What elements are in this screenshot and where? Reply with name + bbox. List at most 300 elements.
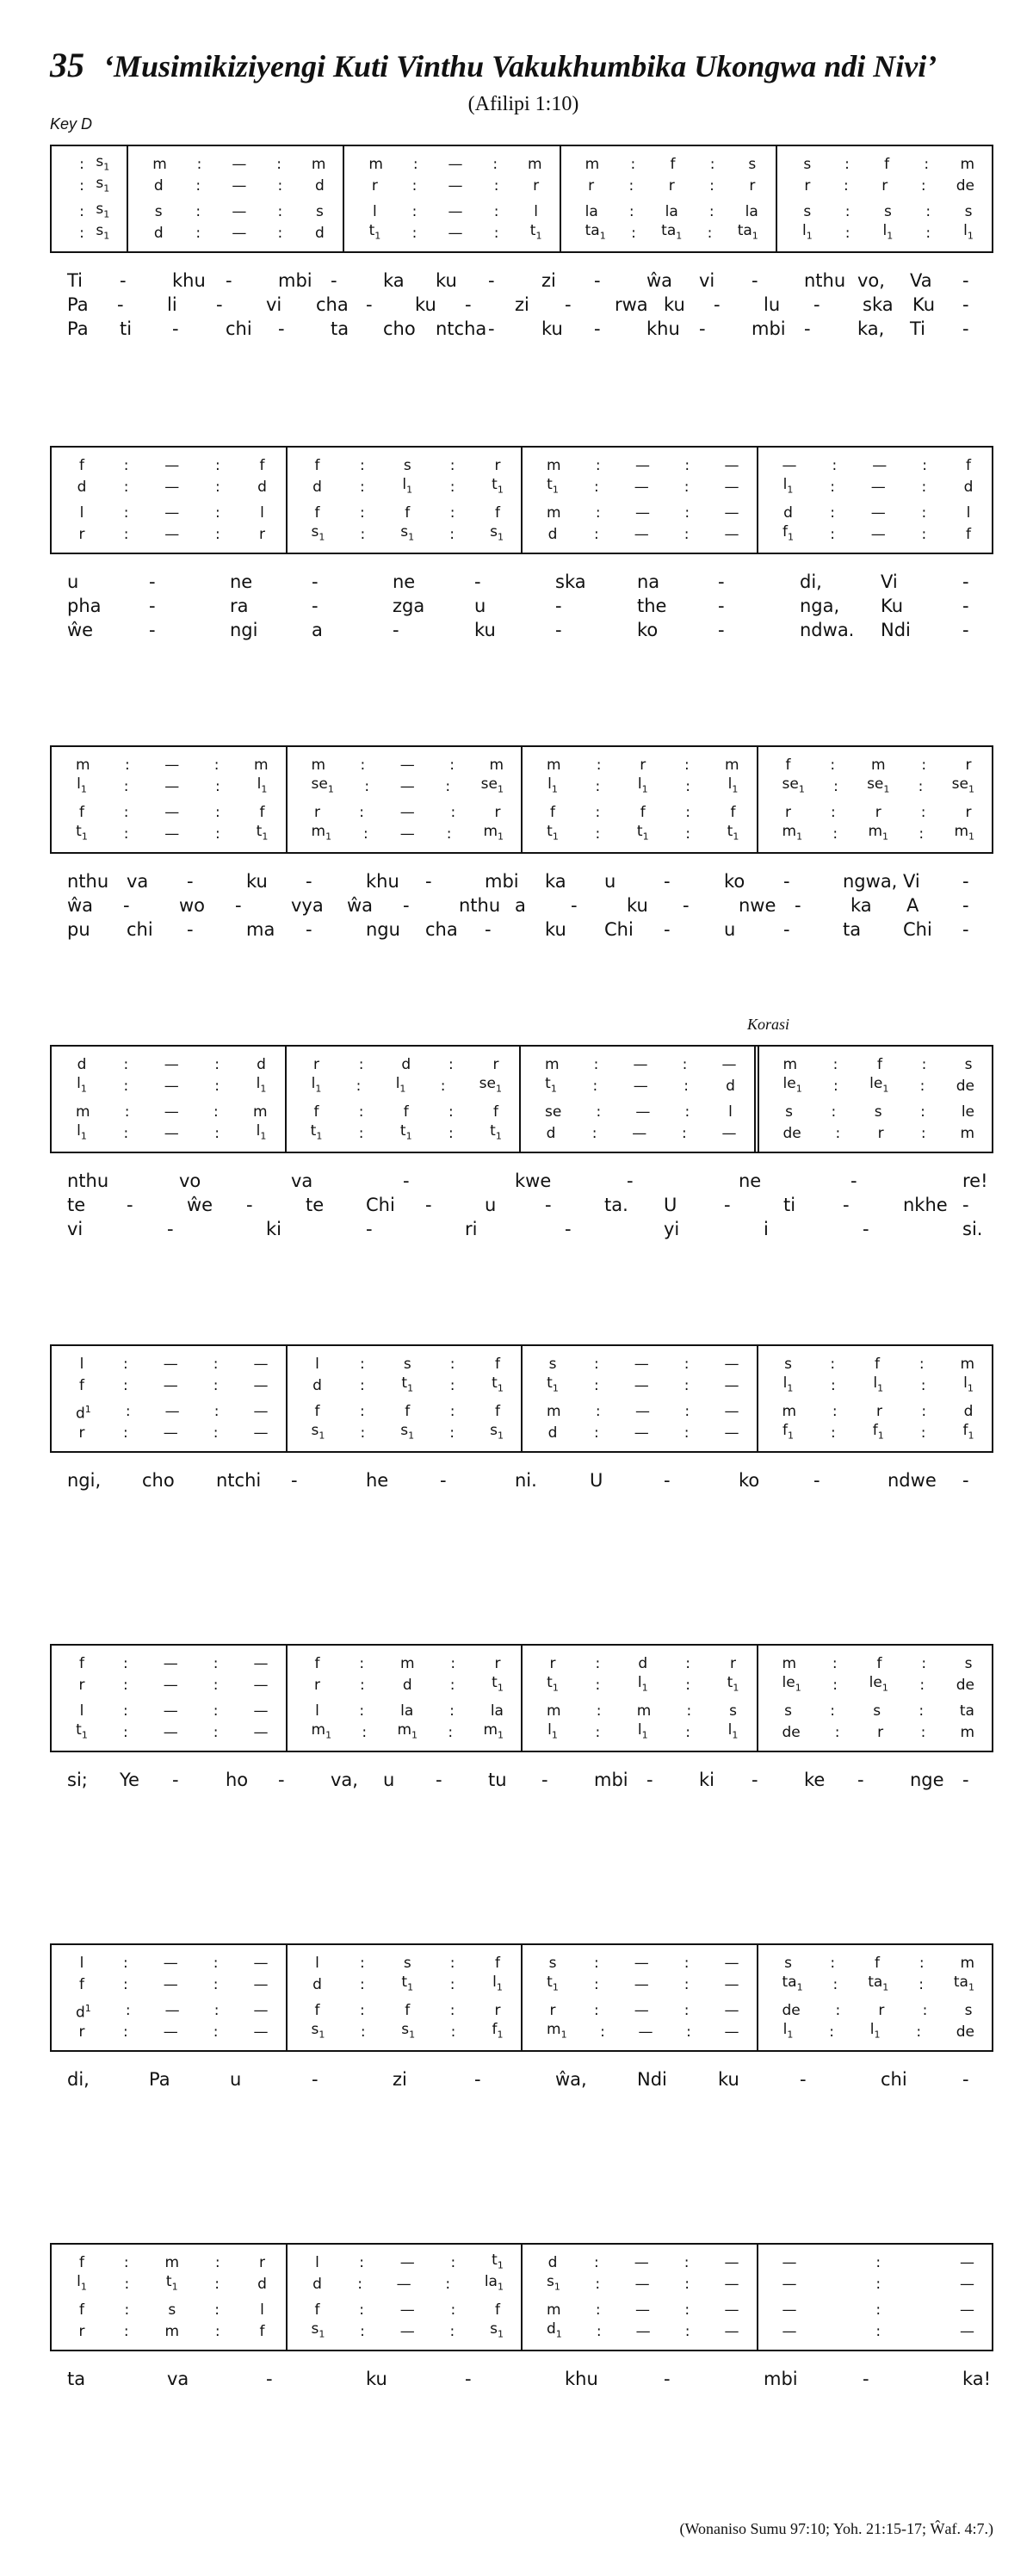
solfa-note: de xyxy=(782,1125,801,1142)
beat-colon: : xyxy=(875,2276,881,2293)
solfa-note: $t_1$ xyxy=(399,1121,412,1142)
hyphen: - xyxy=(149,596,156,616)
voice-line xyxy=(52,1720,286,1742)
syllable: zga xyxy=(393,596,425,616)
hyphen: - xyxy=(813,294,820,315)
solfa-note: $se_1$ xyxy=(480,775,504,795)
solfa-note: f xyxy=(874,1955,880,1972)
voice-line xyxy=(758,1702,993,1720)
voice-line xyxy=(758,456,993,475)
beat-colon: : xyxy=(844,156,850,173)
solfa-note: l xyxy=(966,504,971,522)
beat-colon: : xyxy=(215,479,220,496)
beat-colon: : xyxy=(123,1976,128,1993)
solfa-note: $t_1$ xyxy=(547,475,559,496)
beat-colon: : xyxy=(360,2323,365,2340)
solfa-note: — xyxy=(782,2301,797,2319)
hyphen: - xyxy=(117,294,124,315)
solfa-note: $le_1$ xyxy=(869,1074,889,1095)
syllable: tu xyxy=(488,1770,507,1790)
solfa-note: m xyxy=(547,1702,561,1720)
lyric-line xyxy=(67,1195,980,1219)
solfa-note: — xyxy=(724,2276,739,2293)
beat-colon: : xyxy=(594,1976,599,1993)
beat-colon: : xyxy=(685,804,690,821)
solfa-note: r xyxy=(549,2002,556,2019)
solfa-note: r xyxy=(749,177,756,195)
syllable: u xyxy=(67,571,79,592)
syllable: kwe xyxy=(515,1171,552,1191)
lyric-line xyxy=(67,2069,980,2093)
measure xyxy=(52,2245,288,2350)
beat-colon: : xyxy=(123,1424,128,1442)
solfa-note: d xyxy=(312,1377,322,1394)
voice-line xyxy=(523,1402,757,1421)
syllable: te xyxy=(306,1195,325,1215)
solfa-note: — xyxy=(960,2301,974,2319)
voice-line xyxy=(288,822,522,843)
beat-colon: : xyxy=(921,1655,927,1672)
lyric-line xyxy=(67,871,980,895)
solfa-note: d xyxy=(783,504,793,522)
beat-colon: : xyxy=(684,526,690,543)
beat-colon: : xyxy=(875,2254,881,2271)
syllable: Chi xyxy=(366,1195,395,1215)
measure xyxy=(288,2245,523,2350)
voice-line xyxy=(523,1720,757,1742)
syllable: ki xyxy=(266,1219,281,1239)
syllable: ta xyxy=(331,318,349,339)
measure xyxy=(344,146,560,251)
lower-voices xyxy=(52,202,127,243)
solfa-note: $s_1$ xyxy=(547,2272,560,2293)
voice-line xyxy=(758,822,993,843)
solfa-note: l xyxy=(260,504,264,522)
syllable: vo xyxy=(179,1171,201,1191)
measure xyxy=(523,1346,758,1451)
voice-line xyxy=(758,2001,993,2020)
solfa-note: — xyxy=(960,2276,974,2293)
solfa-note: — xyxy=(164,504,180,522)
upper-voices xyxy=(521,1055,754,1096)
beat-colon: : xyxy=(830,504,835,522)
solfa-note: — xyxy=(634,2276,650,2293)
solfa-note: $l_1$ xyxy=(492,1973,503,1993)
beat-colon: : xyxy=(360,2002,365,2019)
beat-colon: : xyxy=(360,504,365,522)
solfa-note: m xyxy=(782,1403,797,1420)
hyphen: - xyxy=(804,318,811,339)
beat-colon: : xyxy=(684,2301,690,2319)
syllable: nthu xyxy=(804,270,846,291)
beat-colon: : xyxy=(835,2002,841,2019)
solfa-note: $l_1$ xyxy=(963,1374,974,1394)
hyphen: - xyxy=(331,270,337,291)
lower-voices xyxy=(777,202,992,243)
syllable: a xyxy=(312,620,323,640)
beat-colon: : xyxy=(360,1677,365,1694)
voice-line xyxy=(52,1654,286,1673)
measure xyxy=(523,747,758,852)
beat-colon: : xyxy=(630,156,636,173)
solfa-note: $t_1$ xyxy=(165,2272,178,2293)
beat-colon: : xyxy=(684,1103,690,1121)
solfa-note: — xyxy=(232,156,247,173)
solfa-note: f xyxy=(495,1356,500,1373)
hyphen: - xyxy=(246,1195,253,1215)
solfa-note: $s_1$ xyxy=(400,1421,415,1442)
solfa-note: l xyxy=(79,504,84,522)
syllable: Pa xyxy=(67,318,89,339)
solfa-note: — xyxy=(634,526,649,543)
beat-colon: : xyxy=(707,225,713,242)
beat-colon: : xyxy=(215,778,220,795)
upper-voices xyxy=(523,1954,757,1994)
beat-colon: : xyxy=(832,1976,838,1993)
beat-colon: : xyxy=(123,825,129,843)
syllable: ndwe xyxy=(888,1470,937,1491)
solfa-note: la xyxy=(745,203,758,220)
beat-colon: : xyxy=(449,2002,455,2019)
solfa-note: l xyxy=(728,1103,733,1121)
beat-colon: : xyxy=(360,1403,365,1420)
syllable: ku xyxy=(246,871,268,892)
solfa-note: f xyxy=(79,2301,84,2319)
lyric-line xyxy=(67,1171,988,1195)
beat-colon: : xyxy=(123,1125,129,1142)
beat-colon: : xyxy=(214,2323,220,2340)
solfa-note: $t_1$ xyxy=(76,822,88,843)
solfa-note: s xyxy=(803,203,812,220)
solfa-note: $s_1$ xyxy=(96,200,110,220)
solfa-note: $t_1$ xyxy=(727,822,739,843)
syllable: ngu xyxy=(366,919,400,940)
syllable: ku xyxy=(545,919,566,940)
solfa-note: f xyxy=(405,504,411,522)
upper-voices xyxy=(758,756,993,796)
beat-colon: : xyxy=(593,1056,599,1073)
hyphen: - xyxy=(488,270,495,291)
solfa-note: $l_1$ xyxy=(256,1074,267,1095)
measure xyxy=(52,1945,288,2050)
voice-line xyxy=(52,777,286,796)
solfa-note: l xyxy=(79,1702,84,1720)
syllable: lu xyxy=(764,294,781,315)
lyric-line xyxy=(67,1470,980,1494)
beat-colon: : xyxy=(595,1403,601,1420)
voice-line xyxy=(523,1975,757,1994)
voice-line xyxy=(758,522,993,544)
solfa-note: f xyxy=(79,804,84,821)
measure xyxy=(759,1047,993,1152)
solfa-note: f xyxy=(259,804,265,821)
hyphen: - xyxy=(393,620,399,640)
beat-colon: : xyxy=(682,1056,688,1073)
syllable: u xyxy=(383,1770,395,1790)
solfa-note: r xyxy=(78,2023,85,2041)
beat-colon: : xyxy=(594,1424,599,1442)
beat-colon: : xyxy=(596,2323,602,2340)
hyphen: - xyxy=(172,1770,179,1790)
solfa-note: r xyxy=(588,177,595,195)
beat-colon: : xyxy=(213,2023,219,2041)
measure xyxy=(128,146,344,251)
solfa-note: — xyxy=(232,203,247,220)
solfa-note: f xyxy=(314,2301,320,2319)
solfa-note: $l_1$ xyxy=(727,775,739,795)
lower-voices xyxy=(344,202,559,243)
solfa-note: r xyxy=(878,2002,885,2019)
syllable: A xyxy=(906,895,919,916)
hyphen: - xyxy=(718,620,725,640)
solfa-note: m xyxy=(489,757,504,774)
beat-colon: : xyxy=(834,1724,840,1741)
lower-voices xyxy=(758,2301,993,2341)
beat-colon: : xyxy=(213,1976,219,1993)
solfa-note: $l_1$ xyxy=(801,221,813,242)
syllable: va xyxy=(291,1171,313,1191)
solfa-note: — xyxy=(164,1403,180,1420)
solfa-note: f xyxy=(670,156,676,173)
lower-voices xyxy=(759,1103,993,1143)
syllable: he xyxy=(366,1470,389,1491)
beat-colon: : xyxy=(684,1356,690,1373)
solfa-note: $l_1$ xyxy=(547,775,558,795)
hyphen: - xyxy=(664,1470,671,1491)
syllable: vo, xyxy=(857,270,885,291)
solfa-note: $s_1$ xyxy=(490,2320,504,2340)
upper-voices xyxy=(344,155,559,195)
beat-colon: : xyxy=(449,1424,455,1442)
solfa-note: $s_1$ xyxy=(311,2020,325,2041)
voice-line xyxy=(288,1720,522,1742)
voice-line xyxy=(523,525,757,544)
beat-colon: : xyxy=(215,526,220,543)
solfa-note: $s_1$ xyxy=(490,522,504,543)
solfa-note: m xyxy=(547,1403,561,1420)
lower-voices xyxy=(758,1402,993,1442)
voice-line xyxy=(52,221,127,243)
syllable: ska xyxy=(555,571,586,592)
beat-colon: : xyxy=(919,1702,925,1720)
voice-line xyxy=(288,1376,522,1395)
beat-colon: : xyxy=(215,504,220,522)
beat-colon: : xyxy=(919,1078,925,1095)
beat-colon: : xyxy=(364,778,370,795)
solfa-note: f xyxy=(314,504,320,522)
lower-voices xyxy=(523,2301,757,2341)
beat-colon: : xyxy=(276,156,281,173)
solfa-note: $l_1$ xyxy=(77,2272,87,2293)
beat-colon: : xyxy=(832,1056,838,1073)
solfa-note: f xyxy=(405,1403,411,1420)
voice-line xyxy=(287,1055,520,1074)
solfa-note: $ta_1$ xyxy=(737,221,758,242)
solfa-note: r xyxy=(881,177,888,195)
solfa-note: r xyxy=(494,2002,501,2019)
beat-colon: : xyxy=(449,1955,455,1972)
beat-colon: : xyxy=(843,177,849,195)
voice-line xyxy=(758,1975,993,1994)
solfa-note: — xyxy=(870,479,886,496)
syllable: ku xyxy=(664,294,685,315)
voice-line xyxy=(758,2020,993,2042)
syllable: re! xyxy=(962,1171,988,1191)
beat-colon: : xyxy=(591,1125,597,1142)
solfa-note: $s_1$ xyxy=(400,522,415,543)
beat-colon: : xyxy=(594,1356,599,1373)
beat-colon: : xyxy=(195,177,201,195)
beat-colon: : xyxy=(921,1056,927,1073)
solfa-note: $ta_1$ xyxy=(661,221,683,242)
solfa-note: — xyxy=(724,1377,739,1394)
syllable: ta xyxy=(67,2369,86,2389)
solfa-note: r xyxy=(78,2323,85,2340)
beat-colon: : xyxy=(448,1056,454,1073)
syllable: khu xyxy=(646,318,680,339)
solfa-note: r xyxy=(371,177,378,195)
solfa-note: la xyxy=(585,203,598,220)
solfa-note: $d^1$ xyxy=(76,1403,91,1423)
solfa-note: d xyxy=(257,1056,266,1073)
lyrics-block xyxy=(67,871,980,943)
solfa-note: $ta_1$ xyxy=(953,1973,974,1993)
solfa-note: $se_1$ xyxy=(311,775,334,795)
upper-voices xyxy=(288,1355,522,1395)
syllable: di, xyxy=(800,571,822,592)
beat-colon: : xyxy=(596,1103,602,1121)
beat-colon: : xyxy=(411,225,418,242)
score-system xyxy=(50,145,993,339)
syllable: mbi xyxy=(485,871,519,892)
solfa-note: r xyxy=(314,804,320,821)
syllable: pha xyxy=(67,596,102,616)
solfa-note: $l_1$ xyxy=(637,1673,648,1694)
upper-voices xyxy=(523,756,757,796)
beat-colon: : xyxy=(214,1056,220,1073)
beat-colon: : xyxy=(628,203,634,220)
voice-line xyxy=(287,1121,520,1143)
voice-line xyxy=(287,1103,520,1121)
voice-line xyxy=(758,2322,993,2341)
lower-voices xyxy=(52,1702,286,1742)
syllable: vya xyxy=(291,895,324,916)
song-number: 35 xyxy=(50,46,84,84)
syllable: ngi, xyxy=(67,1470,102,1491)
solfa-note: $l_1$ xyxy=(77,775,87,795)
beat-colon: : xyxy=(123,479,129,496)
beat-colon: : xyxy=(450,804,456,821)
beat-colon: : xyxy=(682,1125,687,1142)
voice-line xyxy=(523,2322,757,2341)
solfa-note: s xyxy=(964,203,973,220)
hyphen: - xyxy=(488,318,495,339)
beat-colon: : xyxy=(359,1655,365,1672)
solfa-note: — xyxy=(232,225,247,242)
solfa-note: $m_1$ xyxy=(483,1720,504,1741)
hyphen: - xyxy=(962,1470,969,1491)
hyphen: - xyxy=(857,1770,864,1790)
solfa-note: — xyxy=(632,1125,647,1142)
solfa-note: de xyxy=(782,2002,801,2019)
solfa-note: — xyxy=(163,1976,178,1993)
solfa-note: $s_1$ xyxy=(490,1421,504,1442)
solfa-note: $m_1$ xyxy=(954,822,974,843)
solfa-note: — xyxy=(164,526,180,543)
beat-colon: : xyxy=(412,156,418,173)
song-title: ‘Musimikiziyengi Kuti Vinthu Vakukhumbika Ukongwa ndi Nivi’ xyxy=(103,49,937,83)
solfa-note: — xyxy=(960,2254,974,2271)
voice-line xyxy=(288,1975,522,1994)
solfa-note: l xyxy=(373,203,377,220)
solfa-note: $le_1$ xyxy=(782,1673,801,1694)
solfa-note: — xyxy=(163,1955,178,1972)
syllable: di, xyxy=(67,2069,90,2090)
hyphen: - xyxy=(172,318,179,339)
hyphen: - xyxy=(843,1195,850,1215)
lower-voices xyxy=(52,1402,286,1442)
beat-colon: : xyxy=(449,1677,455,1694)
beat-colon: : xyxy=(449,1403,455,1420)
solfa-note: — xyxy=(164,757,180,774)
lower-voices xyxy=(288,2001,522,2042)
solfa-note: l xyxy=(534,203,538,220)
beat-colon: : xyxy=(832,825,838,843)
voice-line xyxy=(521,1074,754,1096)
solfa-note: — xyxy=(724,479,739,496)
solfa-note: — xyxy=(253,1424,269,1442)
hyphen: - xyxy=(465,2369,472,2389)
solfa-note: m xyxy=(252,1103,268,1121)
beat-colon: : xyxy=(213,1702,219,1720)
beat-colon: : xyxy=(215,804,220,821)
measure xyxy=(758,1646,993,1751)
solfa-note: $se_1$ xyxy=(951,775,974,795)
hyphen: - xyxy=(266,2369,273,2389)
upper-voices xyxy=(52,1355,286,1395)
solfa-note: m xyxy=(960,1724,974,1741)
solfa-note: l xyxy=(315,2254,319,2271)
syllable: cho xyxy=(383,318,416,339)
beat-colon: : xyxy=(214,1078,220,1095)
measure xyxy=(52,1047,287,1152)
beat-colon: : xyxy=(449,479,455,496)
solfa-note: f xyxy=(966,457,971,474)
syllable: chi xyxy=(127,919,153,940)
solfa-note: — xyxy=(164,457,180,474)
beat-colon: : xyxy=(360,757,366,774)
measure xyxy=(52,747,288,852)
solfa-note: f xyxy=(966,526,971,543)
beat-colon: : xyxy=(123,504,129,522)
solfa-note: — xyxy=(399,804,415,821)
upper-voices xyxy=(523,1355,757,1395)
syllable: ka xyxy=(383,270,405,291)
voice-line xyxy=(288,1355,522,1374)
solfa-note: — xyxy=(399,778,415,795)
beat-colon: : xyxy=(684,457,690,474)
beat-colon: : xyxy=(360,1976,365,1993)
voice-line xyxy=(523,1702,757,1720)
solfa-note: r xyxy=(730,1655,736,1672)
syllable: Chi xyxy=(604,919,634,940)
beat-colon: : xyxy=(123,804,129,821)
solfa-note: l xyxy=(79,1356,84,1373)
voice-line xyxy=(52,2253,286,2272)
lyric-line xyxy=(67,1219,983,1243)
hyphen: - xyxy=(664,2369,671,2389)
beat-colon: : xyxy=(215,825,220,843)
